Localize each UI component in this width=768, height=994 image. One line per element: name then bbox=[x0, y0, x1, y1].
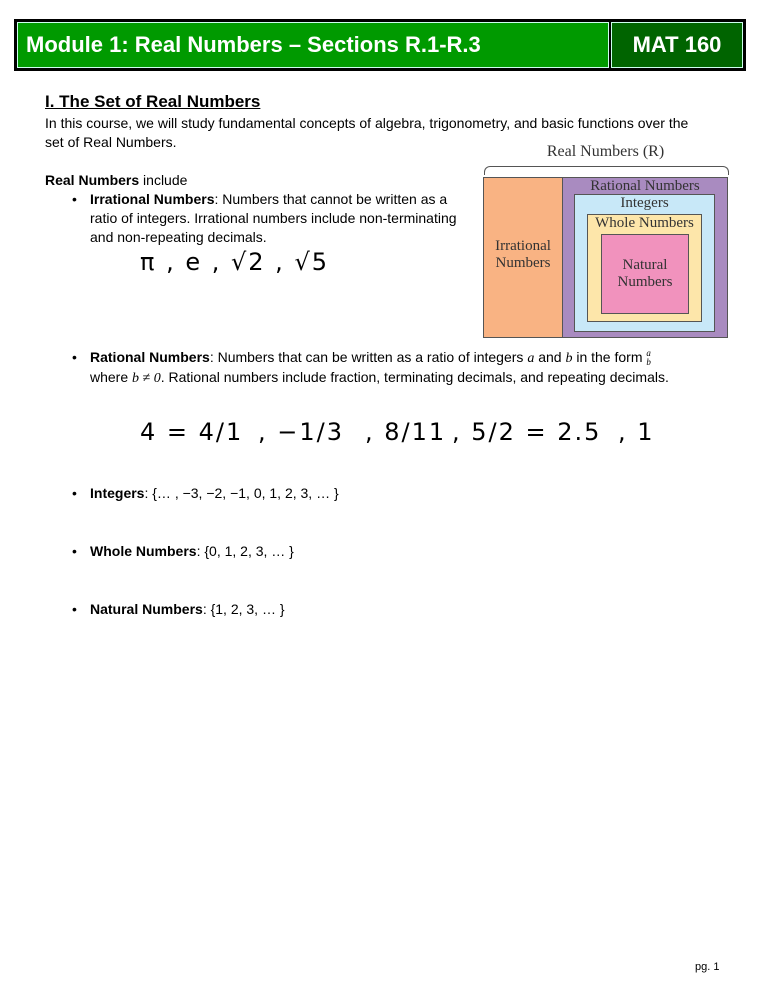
natural-box bbox=[601, 234, 689, 314]
label: Integers bbox=[620, 195, 669, 211]
term: Integers bbox=[90, 485, 145, 501]
bullet-rational bbox=[90, 348, 690, 388]
course-code: MAT 160 bbox=[611, 22, 743, 68]
definition: : {… , −3, −2, −1, 0, 1, 2, 3, … } bbox=[144, 485, 339, 501]
bullet-natural bbox=[90, 600, 285, 619]
term: Whole Numbers bbox=[90, 543, 197, 559]
bullet-whole bbox=[90, 542, 294, 561]
hw-ex-4: , 5/2 = 2.5 bbox=[452, 418, 602, 446]
text: : Numbers that can be written as a ratio of integers bbox=[209, 349, 528, 365]
intro-text: In this course, we will study fundamental concepts of algebra, trigonometry, and basic functions over the set of Real Numbers. bbox=[45, 115, 689, 150]
handwritten-irrational-examples: π , e , √2 , √5 bbox=[140, 248, 329, 276]
text: . Rational numbers include fraction, terminating decimals, and repeating decimals. bbox=[160, 369, 669, 385]
definition: : {0, 1, 2, 3, … } bbox=[196, 543, 294, 559]
label: Irrational Numbers bbox=[495, 238, 551, 271]
diagram-title: Real Numbers (R) bbox=[546, 143, 665, 160]
label: Whole Numbers bbox=[595, 215, 694, 231]
section-title: I. The Set of Real Numbers bbox=[45, 92, 261, 111]
text: in the form bbox=[572, 349, 647, 365]
label: Natural Numbers bbox=[617, 257, 673, 290]
real-rest: include bbox=[139, 172, 188, 188]
condition: b ≠ 0 bbox=[132, 371, 161, 386]
term: Natural Numbers bbox=[90, 601, 203, 617]
num: a bbox=[646, 348, 651, 359]
irrational-box bbox=[483, 177, 563, 338]
den: b bbox=[646, 357, 651, 368]
definition: : {1, 2, 3, … } bbox=[202, 601, 285, 617]
hw-ex-2: , −1/3 bbox=[258, 418, 344, 446]
hw-ex-1: 4 = 4/1 bbox=[140, 418, 244, 446]
fraction-a-over-b bbox=[646, 349, 651, 367]
var-a: a bbox=[527, 351, 535, 366]
hw-ex-3: , 8/11 bbox=[365, 418, 447, 446]
page-number: pg. 1 bbox=[695, 961, 720, 973]
real-bold: Real Numbers bbox=[45, 172, 140, 188]
text: and bbox=[534, 349, 566, 365]
real-numbers-intro bbox=[45, 171, 187, 190]
label: Rational Numbers bbox=[590, 178, 700, 194]
hw-ex-5: , 1 bbox=[618, 418, 655, 446]
module-title: Module 1: Real Numbers – Sections R.1-R.3 bbox=[17, 22, 609, 68]
definition: : Numbers that cannot be written as a ratio of integers. Irrational numbers include non-terminating and non-repeating decimals. bbox=[90, 191, 457, 245]
term: Irrational Numbers bbox=[90, 191, 215, 207]
brace bbox=[484, 166, 729, 175]
var-b: b bbox=[565, 351, 573, 366]
page-header bbox=[14, 19, 746, 71]
bullet-integers bbox=[90, 484, 339, 503]
bullet-irrational bbox=[90, 190, 470, 247]
text: where bbox=[90, 369, 133, 385]
term: Rational Numbers bbox=[90, 349, 210, 365]
